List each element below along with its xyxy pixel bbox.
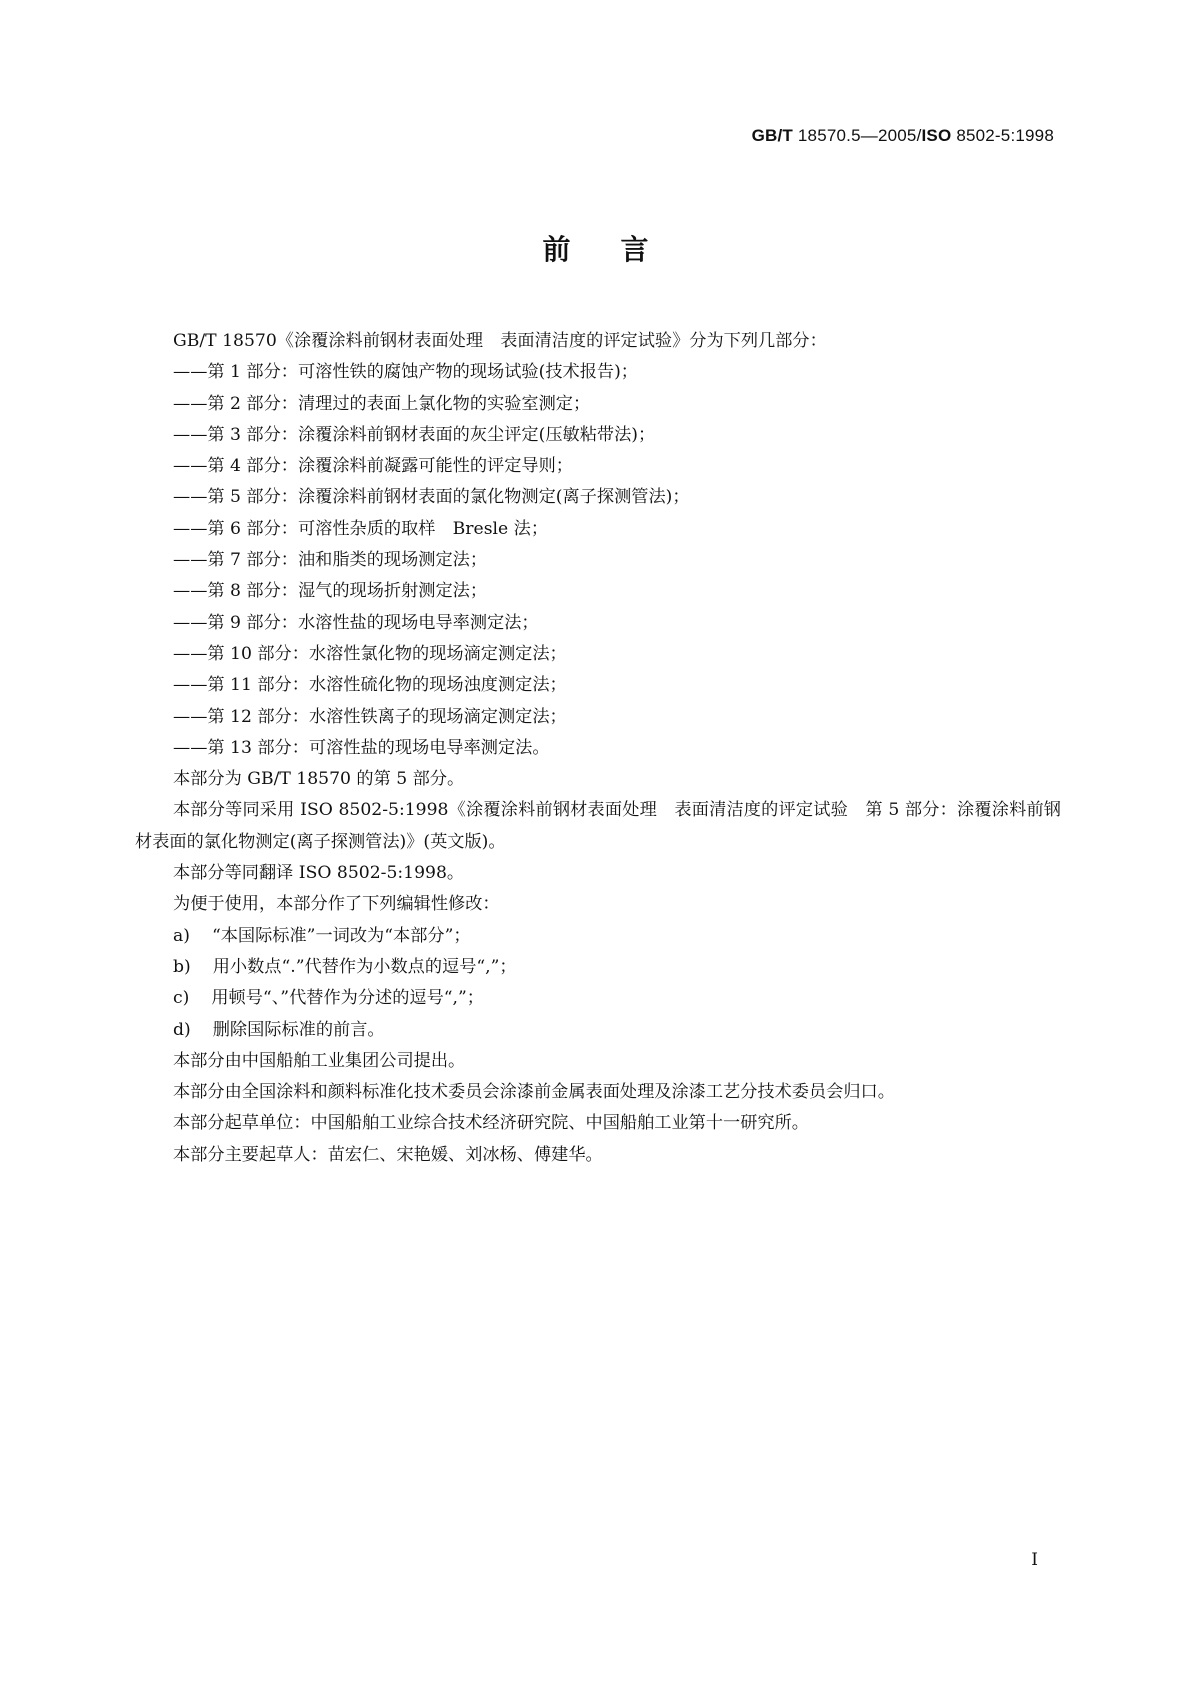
part-item: ——第 7 部分：油和脂类的现场测定法； (173, 550, 488, 571)
page-number: I (1031, 1550, 1038, 1570)
edit-item (135, 952, 1061, 983)
edit-label: a) (173, 925, 190, 946)
edit-item (135, 983, 1061, 1014)
part-item: ——第 8 部分：湿气的现场折射测定法； (173, 581, 488, 602)
part-item: ——第 5 部分：涂覆涂料前钢材表面的氯化物测定(离子探测管法)； (173, 487, 690, 508)
parts-list (135, 357, 1061, 764)
edit-item (135, 921, 1061, 952)
part-item: ——第 11 部分：水溶性硫化物的现场浊度测定法； (173, 675, 567, 696)
drafters: 本部分主要起草人：苗宏仁、宋艳媛、刘冰杨、傅建华。 (173, 1144, 603, 1165)
part-item: ——第 1 部分：可溶性铁的腐蚀产物的现场试验(技术报告)； (173, 362, 638, 383)
iso-number: 8502-5:1998 (951, 126, 1054, 145)
foreword-body (135, 326, 1061, 1171)
edit-text: “本国际标准”一词改为“本部分”； (211, 925, 471, 946)
centralized-by: 本部分由全国涂料和颜料标准化技术委员会涂漆前金属表面处理及涂漆工艺分技术委员会归口。 (173, 1082, 895, 1103)
standard-header (752, 126, 1054, 146)
edit-label: d) (173, 1019, 191, 1040)
part-item: ——第 3 部分：涂覆涂料前钢材表面的灰尘评定(压敏粘带法)； (173, 424, 656, 445)
drafting-units: 本部分起草单位：中国船舶工业综合技术经济研究院、中国船舶工业第十一研究所。 (173, 1113, 809, 1134)
std-prefix: GB/T (751, 126, 793, 145)
adoption-paragraph: 本部分等同采用 ISO 8502-5:1998《涂覆涂料前钢材表面处理 表面清洁度的评定试验 第 5 部分：涂覆涂料前钢材表面的氯化物测定(离子探测管法)》(英文版)。 (135, 800, 1061, 852)
edits-intro: 为便于使用，本部分作了下列编辑性修改： (173, 894, 500, 915)
translation-paragraph: 本部分等同翻译 ISO 8502-5:1998。 (173, 863, 465, 884)
edit-item (135, 1015, 1061, 1046)
edit-label: b) (173, 956, 191, 977)
iso-prefix: ISO (921, 126, 952, 145)
part-item: ——第 13 部分：可溶性盐的现场电导率测定法。 (173, 737, 550, 758)
part-statement: 本部分为 GB/T 18570 的第 5 部分。 (173, 769, 465, 790)
part-item: ——第 10 部分：水溶性氯化物的现场滴定测定法； (173, 643, 567, 664)
part-item: ——第 4 部分：涂覆涂料前凝露可能性的评定导则； (173, 456, 573, 477)
edit-text: 用顿号“、”代替作为分述的逗号“,”； (211, 988, 484, 1009)
edits-list (135, 921, 1061, 1046)
std-number: 18570.5—2005/ (792, 126, 922, 145)
part-item: ——第 6 部分：可溶性杂质的取样 Bresle 法； (173, 518, 549, 539)
edit-label: c) (173, 988, 190, 1009)
intro-paragraph: GB/T 18570《涂覆涂料前钢材表面处理 表面清洁度的评定试验》分为下列几部分： (173, 331, 827, 351)
edit-text: 用小数点“.”代替作为小数点的逗号“,”； (212, 956, 517, 977)
proposed-by: 本部分由中国船舶工业集团公司提出。 (173, 1050, 466, 1071)
part-item: ——第 9 部分：水溶性盐的现场电导率测定法； (173, 612, 539, 633)
page-title: 前言 (542, 233, 699, 266)
part-item: ——第 12 部分：水溶性铁离子的现场滴定测定法； (173, 706, 567, 727)
part-item: ——第 2 部分：清理过的表面上氯化物的实验室测定； (173, 393, 591, 414)
edit-text: 删除国际标准的前言。 (212, 1019, 385, 1040)
